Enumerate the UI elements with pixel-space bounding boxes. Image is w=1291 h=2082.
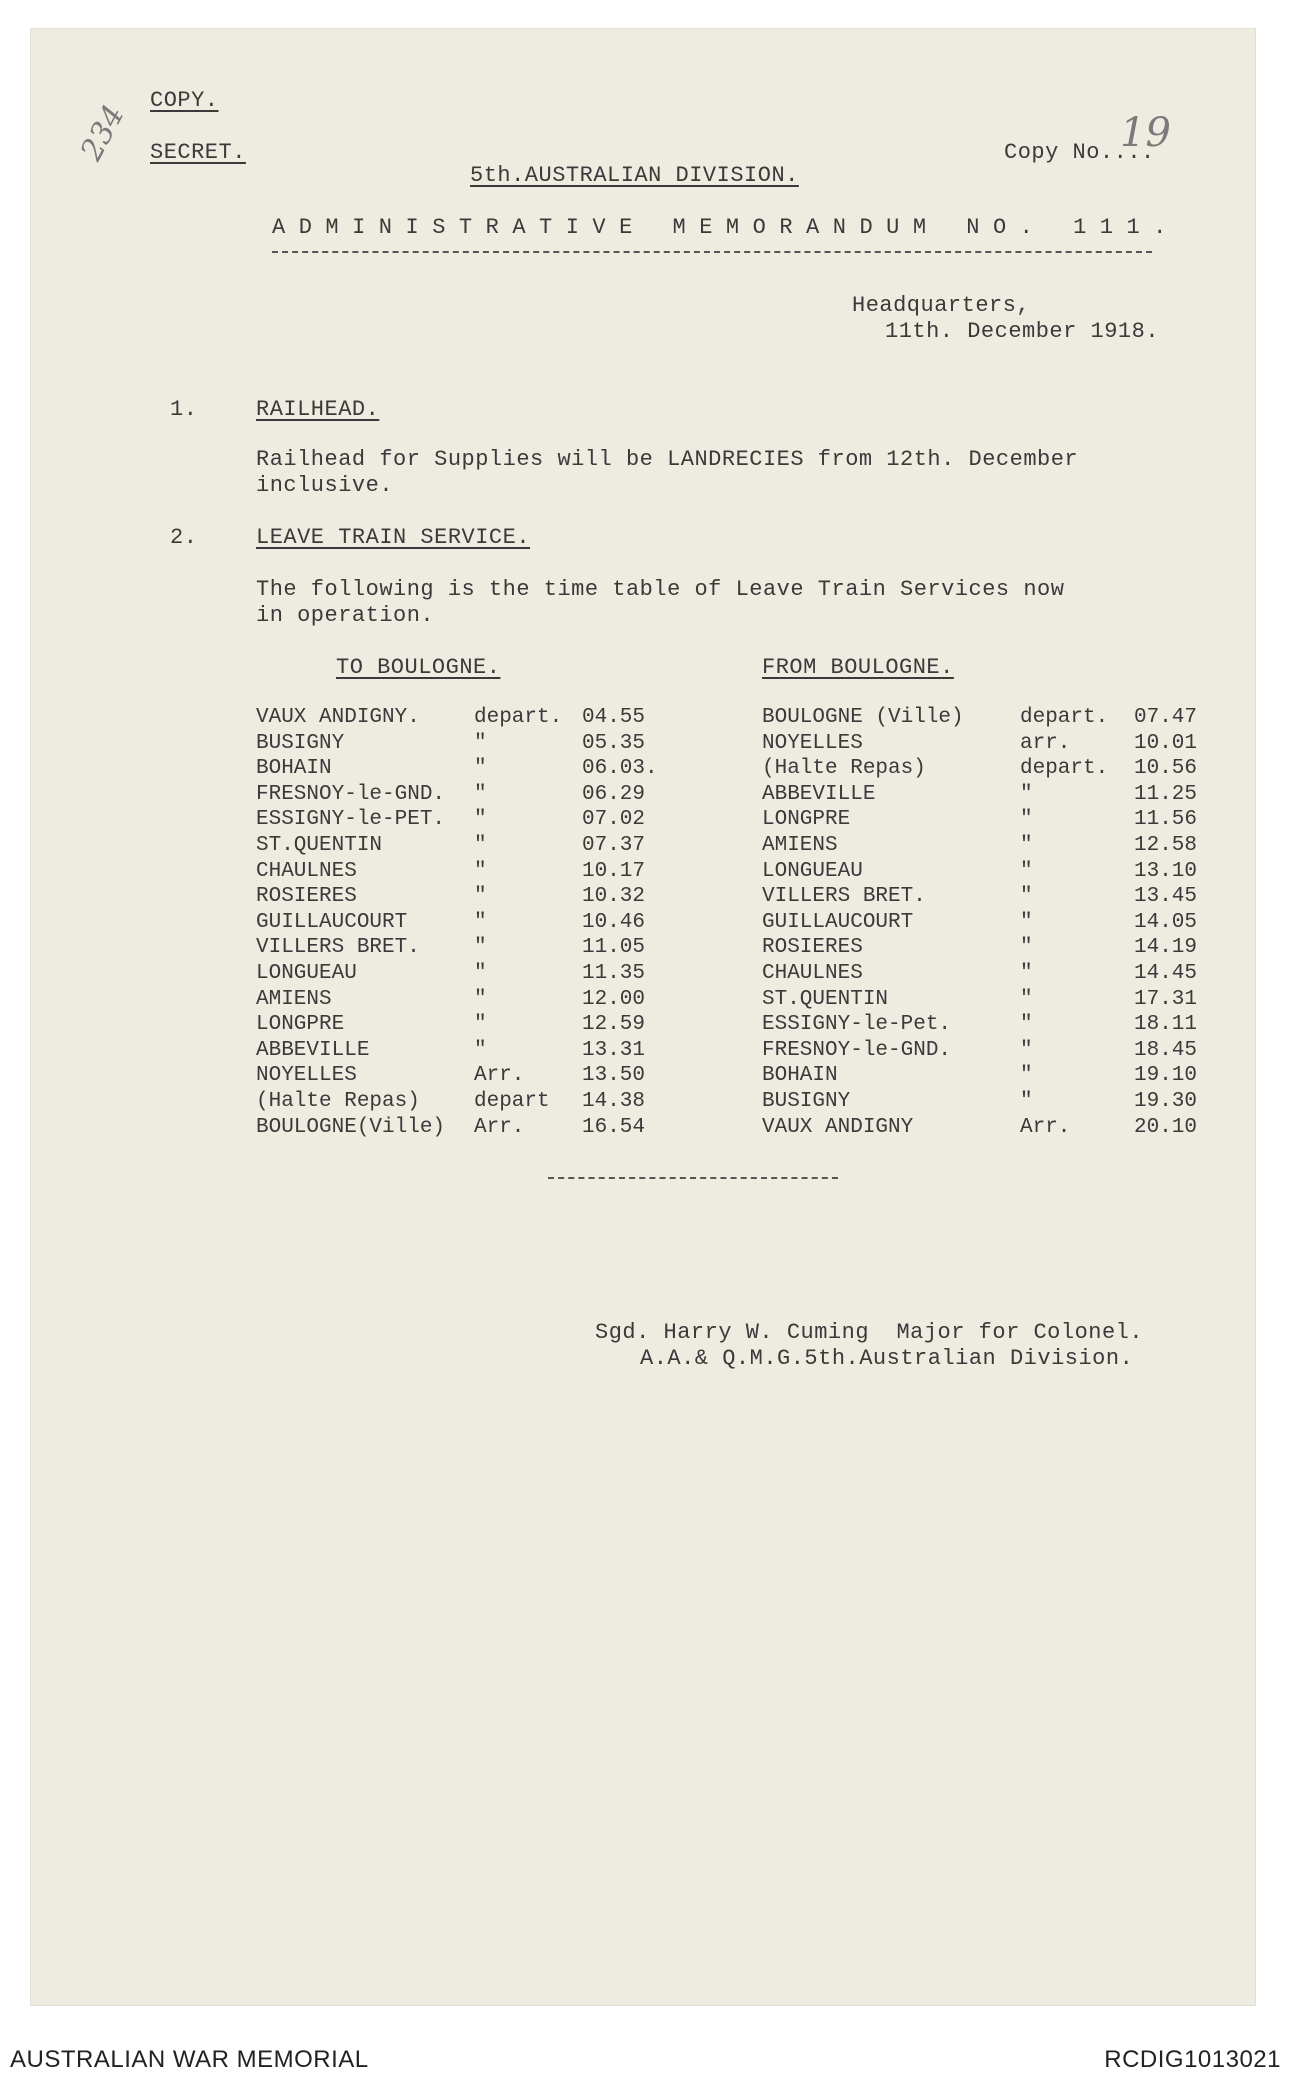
to-station: BOULOGNE(Ville) [256, 1115, 446, 1139]
from-note: " [1020, 910, 1033, 934]
from-station: CHAULNES [762, 962, 863, 985]
to-row [256, 1063, 676, 1089]
from-row [762, 1089, 1212, 1115]
from-time: 11.56 [1134, 808, 1198, 832]
from-row [762, 833, 1212, 859]
to-time: 07.37 [582, 834, 646, 857]
from-row [762, 910, 1212, 936]
from-note: " [1020, 1013, 1033, 1037]
section-2-number: 2. [170, 525, 198, 550]
section-1-heading: RAILHEAD. [256, 397, 380, 422]
from-station: BOULOGNE (Ville) [762, 706, 964, 729]
to-time: 07.02 [582, 808, 646, 832]
to-time: 12.00 [582, 987, 646, 1011]
from-station: ABBEVILLE [762, 782, 876, 806]
to-time: 12.59 [582, 1013, 646, 1037]
to-note: " [474, 731, 487, 755]
to-boulogne-timetable [256, 705, 676, 1155]
to-station: ST.QUENTIN [256, 834, 383, 857]
from-boulogne-timetable [762, 705, 1212, 1155]
from-row [762, 884, 1212, 910]
from-station: AMIENS [762, 834, 838, 857]
from-station: GUILLAUCOURT [762, 910, 914, 934]
copy-number-handwritten: 19 [1120, 110, 1171, 156]
to-station: AMIENS [256, 987, 332, 1011]
to-time: 13.31 [582, 1038, 646, 1062]
section-2-body-line-2: in operation. [256, 603, 435, 628]
to-note: " [474, 1038, 487, 1062]
to-time: 16.54 [582, 1115, 646, 1139]
from-station: ESSIGNY-le-Pet. [762, 1013, 952, 1037]
from-time: 19.30 [1134, 1090, 1198, 1113]
to-station: LONGPRE [256, 1013, 345, 1037]
to-row [256, 961, 676, 987]
from-row [762, 961, 1212, 987]
from-note: depart. [1020, 757, 1109, 781]
to-note: depart. [474, 706, 563, 729]
to-note: " [474, 757, 487, 781]
section-1-body-line-1: Railhead for Supplies will be LANDRECIES from 12th. December [256, 447, 1079, 472]
from-time: 17.31 [1134, 987, 1198, 1011]
to-row [256, 910, 676, 936]
from-time: 14.05 [1134, 910, 1198, 934]
to-station: ROSIERES [256, 885, 357, 909]
to-row [256, 1038, 676, 1064]
from-station: (Halte Repas) [762, 757, 926, 781]
to-note: depart [474, 1090, 550, 1113]
from-station: ST.QUENTIN [762, 987, 889, 1011]
from-row [762, 731, 1212, 757]
to-boulogne-heading: TO BOULOGNE. [336, 655, 501, 680]
to-station: VAUX ANDIGNY. [256, 706, 420, 729]
from-row [762, 705, 1212, 731]
to-time: 14.38 [582, 1090, 646, 1113]
to-note: Arr. [474, 1115, 525, 1139]
from-note: " [1020, 885, 1033, 909]
to-note: " [474, 782, 487, 806]
archive-footer-left: AUSTRALIAN WAR MEMORIAL [10, 2046, 369, 2073]
from-row [762, 1063, 1212, 1089]
from-station: FRESNOY-le-GND. [762, 1038, 952, 1062]
to-row [256, 782, 676, 808]
to-note: " [474, 859, 487, 883]
to-note: " [474, 910, 487, 934]
from-time: 11.25 [1134, 782, 1198, 806]
to-row [256, 1089, 676, 1115]
from-note: " [1020, 808, 1033, 832]
to-row [256, 705, 676, 731]
to-row [256, 859, 676, 885]
from-row [762, 782, 1212, 808]
to-time: 10.32 [582, 885, 646, 909]
to-row [256, 935, 676, 961]
to-time: 10.46 [582, 910, 646, 934]
section-2-heading: LEAVE TRAIN SERVICE. [256, 525, 531, 550]
title-dashed-rule [272, 251, 1152, 253]
to-station: ABBEVILLE [256, 1038, 370, 1062]
from-row [762, 1012, 1212, 1038]
to-time: 13.50 [582, 1064, 646, 1088]
to-station: VILLERS BRET. [256, 936, 420, 960]
from-time: 07.47 [1134, 706, 1198, 729]
from-note: arr. [1020, 731, 1071, 755]
to-time: 06.29 [582, 782, 646, 806]
to-row [256, 756, 676, 782]
from-station: VAUX ANDIGNY [762, 1115, 914, 1139]
to-row [256, 1012, 676, 1038]
to-station: ESSIGNY-le-PET. [256, 808, 446, 832]
to-row [256, 884, 676, 910]
from-row [762, 935, 1212, 961]
from-note: " [1020, 834, 1033, 857]
from-time: 20.10 [1134, 1115, 1198, 1139]
section-1-number: 1. [170, 397, 198, 422]
from-row [762, 807, 1212, 833]
table-end-dashed-rule [548, 1177, 838, 1179]
from-boulogne-heading: FROM BOULOGNE. [762, 655, 954, 680]
from-time: 14.19 [1134, 936, 1198, 960]
to-row [256, 807, 676, 833]
to-note: " [474, 885, 487, 909]
to-row [256, 833, 676, 859]
from-station: ROSIERES [762, 936, 863, 960]
from-station: BOHAIN [762, 1064, 838, 1088]
section-2-body-line-1: The following is the time table of Leave Train Services now [256, 577, 1065, 602]
from-time: 10.01 [1134, 731, 1198, 755]
to-station: (Halte Repas) [256, 1090, 420, 1113]
headquarters-line: Headquarters, [852, 293, 1031, 318]
from-note: " [1020, 1090, 1033, 1113]
secret-mark: SECRET. [150, 140, 246, 165]
to-note: " [474, 834, 487, 857]
from-time: 13.10 [1134, 859, 1198, 883]
to-note: " [474, 936, 487, 960]
signature-line-1: Sgd. Harry W. Cuming Major for Colonel. [595, 1320, 1144, 1345]
date-line: 11th. December 1918. [885, 319, 1160, 344]
to-station: NOYELLES [256, 1064, 357, 1088]
division-title: 5th.AUSTRALIAN DIVISION. [470, 163, 799, 188]
from-time: 14.45 [1134, 962, 1198, 985]
from-time: 13.45 [1134, 885, 1198, 909]
from-row [762, 859, 1212, 885]
to-note: " [474, 962, 487, 985]
from-note: Arr. [1020, 1115, 1071, 1139]
to-note: " [474, 808, 487, 832]
to-note: Arr. [474, 1064, 525, 1088]
to-station: CHAULNES [256, 859, 357, 883]
to-station: BUSIGNY [256, 731, 345, 755]
from-note: " [1020, 1064, 1033, 1088]
to-time: 10.17 [582, 859, 646, 883]
copy-mark: COPY. [150, 88, 219, 113]
to-note: " [474, 1013, 487, 1037]
from-note: " [1020, 987, 1033, 1011]
from-station: BUSIGNY [762, 1090, 851, 1113]
handwritten-reference-number: 234 [74, 99, 132, 167]
to-time: 04.55 [582, 706, 646, 729]
from-time: 19.10 [1134, 1064, 1198, 1088]
from-station: NOYELLES [762, 731, 863, 755]
from-note: " [1020, 1038, 1033, 1062]
section-1-body-line-2: inclusive. [256, 473, 394, 498]
from-row [762, 1038, 1212, 1064]
to-station: GUILLAUCOURT [256, 910, 408, 934]
to-time: 05.35 [582, 731, 646, 755]
to-row [256, 1115, 676, 1141]
from-note: depart. [1020, 706, 1109, 729]
to-row [256, 731, 676, 757]
to-note: " [474, 987, 487, 1011]
from-station: LONGUEAU [762, 859, 863, 883]
to-time: 06.03. [582, 757, 658, 781]
from-time: 12.58 [1134, 834, 1198, 857]
from-note: " [1020, 859, 1033, 883]
copy-number-label: Copy No.... [1004, 140, 1155, 165]
from-station: VILLERS BRET. [762, 885, 926, 909]
from-time: 18.45 [1134, 1038, 1198, 1062]
from-note: " [1020, 782, 1033, 806]
to-time: 11.35 [582, 962, 646, 985]
to-time: 11.05 [582, 936, 646, 960]
from-row [762, 1115, 1212, 1141]
from-time: 18.11 [1134, 1013, 1198, 1037]
memo-title: ADMINISTRATIVE MEMORANDUM NO. 111. [272, 215, 1180, 240]
to-row [256, 987, 676, 1013]
to-station: BOHAIN [256, 757, 332, 781]
signature-line-2: A.A.& Q.M.G.5th.Australian Division. [640, 1346, 1134, 1371]
from-time: 10.56 [1134, 757, 1198, 781]
from-station: LONGPRE [762, 808, 851, 832]
from-note: " [1020, 962, 1033, 985]
to-station: LONGUEAU [256, 962, 357, 985]
archive-footer-right: RCDIG1013021 [1104, 2046, 1281, 2073]
from-note: " [1020, 936, 1033, 960]
from-row [762, 756, 1212, 782]
from-row [762, 987, 1212, 1013]
to-station: FRESNOY-le-GND. [256, 782, 446, 806]
